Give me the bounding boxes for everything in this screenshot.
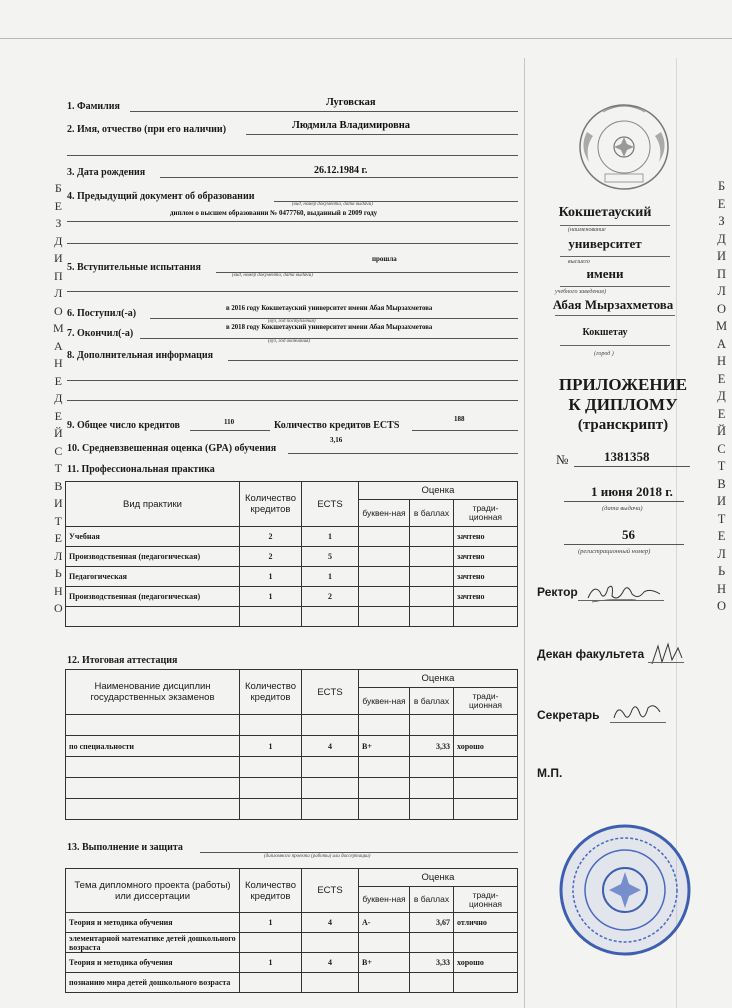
field-surname-label: 1. Фамилия (67, 101, 120, 112)
field-birthdate-value: 26.12.1984 г. (314, 165, 368, 176)
watermark-letter: П (717, 266, 727, 281)
watermark-letter: Е (717, 371, 726, 386)
title-transcript: (транскрипт) (577, 417, 669, 433)
thesis-row (66, 933, 518, 953)
attestation-cell-letter: B+ (359, 736, 410, 757)
thesis-cell-trad: отлично (454, 913, 518, 933)
watermark-letter: А (717, 336, 727, 351)
practice-cell-points (410, 607, 454, 627)
fold-line (524, 58, 525, 1008)
attestation-cell-ects (302, 799, 359, 820)
practice-cell-name: Педагогическая (66, 567, 240, 587)
thesis-header-points: в баллах (410, 887, 454, 913)
field-prev-doc-label: 4. Предыдущий документ об образовании (67, 191, 255, 202)
thesis-cell-trad (454, 933, 518, 953)
field-prev-doc-line-2 (67, 221, 518, 222)
university-name-line-1: Кокшетауский (558, 205, 652, 220)
attestation-cell-trad (454, 757, 518, 778)
university-stamp-icon (557, 822, 693, 958)
thesis-cell-ects: 4 (302, 953, 359, 973)
field-additional-label: 8. Дополнительная информация (67, 350, 214, 361)
field-gpa-label: 10. Средневзвешенная оценка (GPA) обучения (67, 443, 277, 454)
field-entrance-label: 5. Вступительные испытания (67, 262, 201, 273)
field-admitted-hint: (вуз, год поступления) (268, 319, 316, 324)
attestation-cell-credits (240, 715, 302, 736)
section-thesis-hint: (дипломного проекта (работы) или диссертации) (264, 854, 371, 859)
watermark-letter: П (54, 268, 63, 283)
attestation-cell-points (410, 715, 454, 736)
attestation-cell-credits (240, 799, 302, 820)
practice-row (66, 587, 518, 607)
field-ects-line (412, 430, 518, 431)
practice-table (65, 481, 518, 627)
attestation-header-grade: Оценка (359, 670, 518, 688)
thesis-cell-letter: B+ (359, 953, 410, 973)
watermark-letter: М (53, 321, 64, 335)
thesis-cell-points: 3,67 (410, 913, 454, 933)
watermark-letter: Д (717, 389, 726, 403)
watermark-letter: И (717, 494, 727, 508)
thesis-cell-letter (359, 933, 410, 953)
issue-date-hint: (дата выдачи) (602, 505, 643, 512)
field-birthdate-label: 3. Дата рождения (67, 167, 146, 178)
practice-cell-name: Производственная (педагогическая) (66, 587, 240, 607)
field-additional-line-3 (67, 400, 518, 401)
thesis-cell-ects (302, 933, 359, 953)
practice-cell-ects (302, 607, 359, 627)
practice-cell-points (410, 547, 454, 567)
watermark-letter: И (54, 251, 63, 265)
watermark-letter: М (716, 319, 728, 333)
university-name-line-4: Абая Мырзахметова (552, 297, 674, 312)
practice-header-points: в баллах (410, 500, 454, 527)
field-ects-value: 188 (454, 415, 465, 423)
thesis-cell-trad (454, 973, 518, 993)
attestation-cell-points: 3,33 (410, 736, 454, 757)
practice-cell-ects: 1 (302, 527, 359, 547)
watermark-letter: Н (717, 354, 727, 368)
watermark-letter: Т (54, 513, 62, 528)
thesis-cell-credits (240, 973, 302, 993)
thesis-cell-points: 3,33 (410, 953, 454, 973)
stamp-place-label: М.П. (537, 766, 563, 780)
watermark-letter: В (54, 478, 63, 493)
attestation-header-trad: тради-ционная (454, 688, 518, 715)
watermark-letter: Ь (717, 564, 726, 578)
thesis-row (66, 913, 518, 933)
attestation-header-name: Наименование дисциплин государственных экзаменов (66, 670, 240, 715)
practice-cell-trad: зачтено (454, 527, 518, 547)
attestation-table (65, 669, 518, 820)
section-thesis-line (200, 852, 518, 853)
attestation-cell-name (66, 715, 240, 736)
attestation-cell-trad: хорошо (454, 736, 518, 757)
practice-row (66, 607, 518, 627)
attestation-cell-credits (240, 778, 302, 799)
field-admitted-line (150, 318, 518, 319)
secretary-line (610, 722, 666, 723)
thesis-cell-name: познанию мира детей дошкольного возраста (66, 973, 240, 993)
city-hint: (город ) (594, 351, 614, 357)
field-graduated-hint: (вуз, год окончания) (268, 339, 311, 344)
attestation-cell-ects (302, 715, 359, 736)
watermark-letter: Н (54, 356, 63, 370)
right-line-1 (560, 225, 670, 226)
rector-signature-icon (584, 580, 664, 608)
field-surname-value: Луговская (326, 97, 376, 108)
field-birthdate-line (160, 177, 518, 178)
attestation-cell-credits (240, 757, 302, 778)
field-additional-line-2 (67, 380, 518, 381)
kazakhstan-emblem-icon (575, 102, 673, 192)
watermark-letter: Е (717, 196, 726, 211)
thesis-cell-credits (240, 933, 302, 953)
thesis-cell-name: Теория и методика обучения (66, 913, 240, 933)
watermark-letter: Д (54, 233, 63, 248)
attestation-cell-points (410, 799, 454, 820)
watermark-letter: Е (717, 406, 726, 421)
attestation-header-letter: буквен-ная (359, 688, 410, 715)
watermark-letter: Л (54, 548, 63, 563)
practice-header-ects: ECTS (302, 482, 359, 527)
field-gpa-value: 3,16 (330, 436, 343, 444)
practice-cell-trad: зачтено (454, 567, 518, 587)
field-prev-doc-line-3 (67, 243, 518, 244)
watermark-letter: А (54, 338, 63, 353)
thesis-cell-name: Теория и методика обучения (66, 953, 240, 973)
title-appendix: ПРИЛОЖЕНИЕ (558, 375, 688, 394)
practice-cell-trad: зачтено (454, 587, 518, 607)
practice-header-letter: буквен-ная (359, 500, 410, 527)
thesis-cell-credits: 1 (240, 913, 302, 933)
watermark-letter: О (54, 303, 63, 318)
watermark-letter: Б (717, 179, 726, 193)
practice-cell-credits: 2 (240, 527, 302, 547)
dean-line (648, 662, 684, 663)
field-prev-doc-hint: (вид, номер документа, дата выдачи) (292, 202, 373, 207)
diploma-number: 1381358 (604, 449, 650, 464)
right-line-city (560, 345, 670, 346)
practice-cell-letter (359, 587, 410, 607)
attestation-cell-trad (454, 799, 518, 820)
attestation-cell-name (66, 778, 240, 799)
practice-cell-letter (359, 607, 410, 627)
attestation-header-ects: ECTS (302, 670, 359, 715)
vertical-watermark-left (53, 180, 64, 618)
section-attestation-title: 12. Итоговая аттестация (67, 655, 178, 666)
right-hint-3: учебного заведения) (555, 289, 606, 295)
practice-cell-credits: 1 (240, 587, 302, 607)
attestation-cell-name: по специальности (66, 736, 240, 757)
attestation-cell-letter (359, 799, 410, 820)
attestation-row (66, 778, 518, 799)
attestation-header-points: в баллах (410, 688, 454, 715)
field-credits-line (190, 430, 270, 431)
practice-row (66, 567, 518, 587)
practice-cell-name: Производственная (педагогическая) (66, 547, 240, 567)
watermark-letter: Л (54, 286, 63, 300)
practice-cell-letter (359, 567, 410, 587)
practice-cell-credits: 1 (240, 567, 302, 587)
attestation-cell-name (66, 799, 240, 820)
thesis-row (66, 973, 518, 993)
attestation-row (66, 799, 518, 820)
watermark-letter: Д (54, 391, 63, 405)
practice-cell-ects: 5 (302, 547, 359, 567)
watermark-letter: Е (54, 408, 62, 423)
registration-line (564, 544, 684, 545)
watermark-letter: Т (717, 459, 726, 473)
field-admitted-value: в 2016 году Кокшетауский университет имени Абая Мырзахметова (226, 305, 433, 312)
rector-line (578, 600, 664, 601)
practice-header-grade: Оценка (359, 482, 518, 500)
thesis-cell-ects: 4 (302, 913, 359, 933)
practice-row (66, 547, 518, 567)
field-prev-doc-value: диплом о высшем образовании № 0477760, выданный в 2009 году (170, 209, 378, 217)
thesis-header-letter: буквен-ная (359, 887, 410, 913)
issue-date: 1 июня 2018 г. (591, 484, 673, 499)
watermark-letter: Й (717, 424, 727, 438)
watermark-letter: Н (54, 583, 63, 598)
attestation-cell-trad (454, 715, 518, 736)
field-name-label: 2. Имя, отчество (при его наличии) (67, 124, 227, 135)
secretary-label: Секретарь (537, 708, 600, 722)
university-name-line-3: имени (586, 266, 624, 281)
field-graduated-label: 7. Окончил(-а) (67, 328, 134, 339)
attestation-cell-points (410, 757, 454, 778)
field-surname-line (130, 111, 518, 112)
attestation-cell-ects: 4 (302, 736, 359, 757)
watermark-letter: Т (717, 511, 726, 526)
attestation-cell-letter (359, 715, 410, 736)
attestation-row (66, 736, 518, 757)
field-name-value: Людмила Владимировна (292, 120, 411, 131)
practice-cell-points (410, 527, 454, 547)
practice-header-name: Вид практики (66, 482, 240, 527)
attestation-cell-ects (302, 757, 359, 778)
field-ects-label: Количество кредитов ECTS (274, 420, 400, 431)
watermark-letter: Л (717, 284, 726, 298)
field-name-line (246, 134, 518, 135)
thesis-cell-letter (359, 973, 410, 993)
attestation-cell-trad (454, 778, 518, 799)
practice-cell-points (410, 567, 454, 587)
thesis-header-name: Тема дипломного проекта (работы) или диссертации (66, 869, 240, 913)
watermark-letter: Б (54, 181, 62, 195)
watermark-letter: З (55, 216, 62, 230)
field-admitted-label: 6. Поступил(-а) (67, 308, 137, 319)
page-top-edge (0, 38, 732, 39)
field-name-line-2 (67, 155, 518, 156)
field-entrance-line-2 (67, 291, 518, 292)
watermark-letter: Ь (54, 566, 62, 580)
field-graduated-line (140, 338, 518, 339)
thesis-cell-letter: A- (359, 913, 410, 933)
attestation-cell-points (410, 778, 454, 799)
watermark-letter: О (54, 601, 63, 615)
field-additional-line (228, 360, 518, 361)
watermark-letter: Д (717, 231, 726, 246)
thesis-cell-credits: 1 (240, 953, 302, 973)
watermark-letter: З (718, 214, 725, 228)
right-line-2 (560, 256, 670, 257)
field-entrance-hint: (вид, номер документа, дата выдачи) (232, 273, 313, 278)
watermark-letter: В (717, 476, 726, 491)
thesis-header-trad: тради-ционная (454, 887, 518, 913)
watermark-letter: И (54, 496, 63, 510)
watermark-letter: И (717, 249, 727, 263)
thesis-header-credits: Количество кредитов (240, 869, 302, 913)
attestation-header-credits: Количество кредитов (240, 670, 302, 715)
watermark-letter: Е (54, 531, 62, 545)
thesis-cell-name: элементарной математике детей дошкольного возраста (66, 933, 240, 953)
right-line-4 (555, 315, 675, 316)
practice-cell-letter (359, 547, 410, 567)
thesis-cell-trad: хорошо (454, 953, 518, 973)
thesis-table (65, 868, 518, 993)
watermark-letter: О (717, 599, 727, 613)
watermark-letter: О (717, 301, 727, 316)
practice-cell-name: Учебная (66, 527, 240, 547)
thesis-cell-points (410, 933, 454, 953)
right-hint-1: (наименование (568, 227, 606, 233)
attestation-cell-credits: 1 (240, 736, 302, 757)
registration-hint: (регистрационный номер) (578, 548, 651, 555)
thesis-header-grade: Оценка (359, 869, 518, 887)
practice-cell-points (410, 587, 454, 607)
rector-label: Ректор (537, 585, 578, 599)
practice-header-credits: Количество кредитов (240, 482, 302, 527)
thesis-row (66, 953, 518, 973)
attestation-cell-letter (359, 757, 410, 778)
practice-cell-trad (454, 607, 518, 627)
issue-date-line (564, 501, 684, 502)
number-line (574, 466, 690, 467)
title-to-diploma: К ДИПЛОМУ (568, 395, 678, 414)
registration-number: 56 (622, 527, 635, 542)
city-value: Кокшетау (582, 327, 628, 338)
field-credits-value: 110 (224, 418, 235, 426)
practice-cell-ects: 1 (302, 567, 359, 587)
right-line-3 (560, 286, 670, 287)
practice-cell-credits: 2 (240, 547, 302, 567)
watermark-letter: Л (717, 546, 726, 561)
dean-signature-icon (648, 640, 688, 670)
practice-cell-trad: зачтено (454, 547, 518, 567)
watermark-letter: С (717, 441, 726, 456)
field-graduated-value: в 2018 году Кокшетауский университет имени Абая Мырзахметова (226, 324, 433, 331)
attestation-cell-name (66, 757, 240, 778)
watermark-letter: Е (717, 529, 726, 543)
attestation-row (66, 757, 518, 778)
thesis-cell-ects (302, 973, 359, 993)
attestation-row (66, 715, 518, 736)
field-gpa-line (288, 453, 518, 454)
practice-cell-name (66, 607, 240, 627)
attestation-cell-letter (359, 778, 410, 799)
watermark-letter: Т (54, 461, 62, 475)
number-sign: № (556, 452, 569, 467)
practice-row (66, 527, 518, 547)
watermark-letter: С (54, 443, 63, 458)
university-name-line-2: университет (568, 236, 642, 251)
section-thesis-title: 13. Выполнение и защита (67, 842, 183, 853)
watermark-letter: Н (717, 581, 727, 596)
right-hint-2: высшего (568, 259, 590, 265)
practice-header-trad: тради-ционная (454, 500, 518, 527)
field-credits-label: 9. Общее число кредитов (67, 420, 180, 431)
attestation-cell-ects (302, 778, 359, 799)
practice-cell-letter (359, 527, 410, 547)
practice-cell-ects: 2 (302, 587, 359, 607)
dean-label: Декан факультета (537, 647, 645, 661)
watermark-letter: Е (54, 373, 62, 388)
thesis-cell-points (410, 973, 454, 993)
thesis-header-ects: ECTS (302, 869, 359, 913)
watermark-letter: Й (54, 426, 63, 440)
practice-cell-credits (240, 607, 302, 627)
watermark-letter: Е (54, 198, 62, 213)
section-practice-title: 11. Профессиональная практика (67, 464, 215, 475)
field-entrance-value: прошла (372, 255, 397, 263)
